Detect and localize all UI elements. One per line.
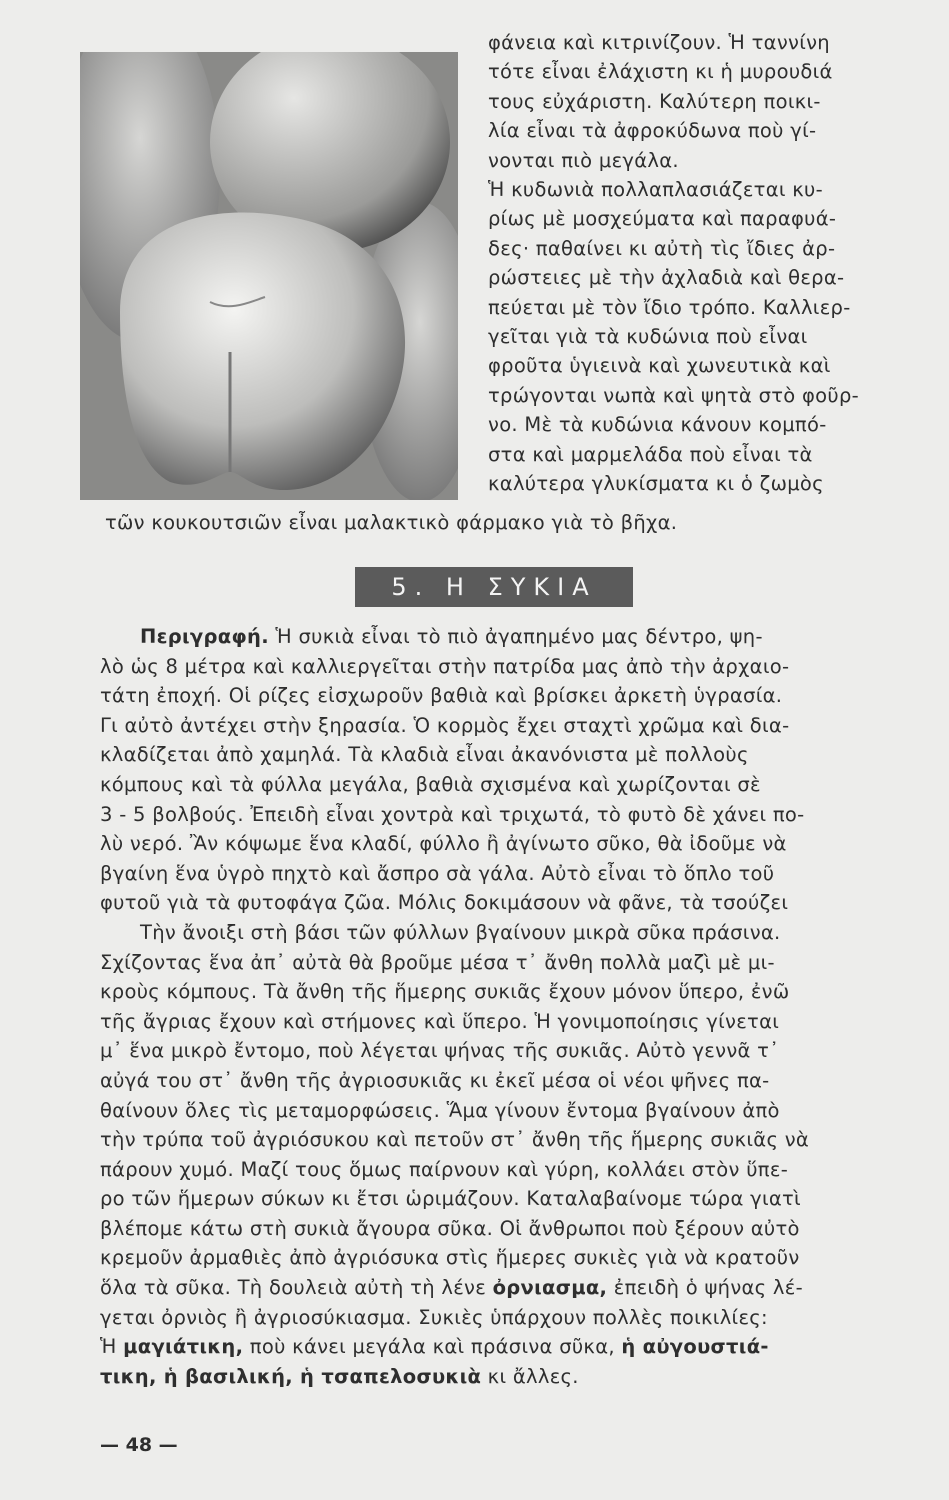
full-width-line: τῶν κουκουτσιῶν εἶναι μαλακτικὸ φάρμακο γιὰ τὸ βῆχα. [105,511,678,534]
text-line: φροῦτα ὑγιεινὰ καὶ χωνευτικὰ καὶ [488,354,831,378]
text-line: στα καὶ μαρμελάδα ποὺ εἶναι τὰ [488,442,813,466]
text-line: Γι αὐτὸ ἀντέχει στὴν ξηρασία. Ὁ κορμὸς ἔχει σταχτὶ χρῶμα καὶ δια- [100,713,790,737]
upper-column-text [488,28,928,499]
text-line: κλαδίζεται ἀπὸ χαμηλά. Τὰ κλαδιὰ εἶναι ἀκανόνιστα μὲ πολλοὺς [100,743,749,767]
text-line: μ᾽ ἕνα μικρὸ ἔντομο, ποὺ λέγεται ψήνας τῆς συκιᾶς. Αὐτὸ γεννᾶ τ᾽ [100,1039,780,1063]
text-line: τὴν τρύπα τοῦ ἀγριόσυκου καὶ πετοῦν στ᾽ ἄνθη τῆς ἥμερης συκιᾶς νὰ [100,1128,810,1152]
term-description: Περιγραφή. [140,625,269,648]
text-line: βλέπομε κάτω στὴ συκιὰ ἄγουρα σῦκα. Οἱ ἄνθρωποι ποὺ ξέρουν αὐτὸ [100,1216,800,1240]
text-line: καλύτερα γλυκίσματα κι ὁ ζωμὸς [488,472,824,496]
quince-photo [80,52,458,500]
text-fragment: ποὺ κάνει μεγάλα καὶ πράσινα σῦκα, [243,1335,622,1359]
term-magiatiki: μαγιάτικη, [123,1335,244,1359]
text-line [100,1332,930,1362]
text-line: πεύεται μὲ τὸν ἴδιο τρόπο. Καλλιερ- [488,295,851,319]
text-line [100,622,930,652]
term-avgoustiatiki: ἡ αὐγουστιά- [621,1335,769,1359]
section-heading: 5. Η ΣΥΚΙΑ [355,567,633,607]
text-line [100,1362,930,1392]
quince-illustration [80,52,458,500]
text-line: νο. Μὲ τὰ κυδώνια κάνουν κομπό- [488,413,827,437]
term-orniasma: ὀρνιασμα, [492,1276,608,1300]
text-line: τρώγονται νωπὰ καὶ ψητὰ στὸ φοῦρ- [488,383,859,407]
text-line: τάτη ἐποχή. Οἱ ρίζες εἰσχωροῦν βαθιὰ καὶ βρίσκει ἀρκετὴ ὑγρασία. [100,684,783,708]
text-line: φυτοῦ γιὰ τὰ φυτοφάγα ζῶα. Μόλις δοκιμάσουν νὰ φᾶνε, τὰ τσούζει [100,891,789,915]
text-line: ρο τῶν ἥμερων σύκων κι ἔτσι ὡριμάζουν. Καταλαβαίνομε τώρα γιατὶ [100,1187,801,1211]
text-line: τους εὐχάριστη. Καλύτερη ποικι- [488,89,821,113]
text-line: θαίνουν ὅλες τὶς μεταμορφώσεις. Ἅμα γίνουν ἔντομα βγαίνουν ἀπὸ [100,1098,780,1122]
text-line: 3 - 5 βολβούς. Ἐπειδὴ εἶναι χοντρὰ καὶ τριχωτά, τὸ φυτὸ δὲ χάνει πο- [100,802,805,826]
text-line: γεται ὀρνιὸς ἢ ἀγριοσύκιασμα. Συκιὲς ὑπάρχουν πολλὲς ποικιλίες: [100,1305,768,1329]
text-fragment: κι ἄλλες. [481,1364,579,1388]
text-fragment: Ἡ συκιὰ εἶναι τὸ πιὸ ἀγαπημένο μας δέντρο, ψη- [268,625,763,648]
text-line: ρώστειες μὲ τὴν ἀχλαδιὰ καὶ θερα- [488,266,845,290]
text-line: Σχίζοντας ἕνα ἀπ᾽ αὐτὰ θὰ βροῦμε μέσα τ᾽ ἄνθη πολλὰ μαζὶ μὲ μι- [100,950,775,974]
text-line: κρεμοῦν ἀρμαθιὲς ἀπὸ ἀγριόσυκα στὶς ἥμερες συκιὲς γιὰ νὰ κρατοῦν [100,1246,800,1270]
text-line: κροὺς κόμπους. Τὰ ἄνθη τῆς ἥμερης συκιᾶς ἔχουν μόνον ὕπερο, ἐνῶ [100,980,790,1004]
text-line: φάνεια καὶ κιτρινίζουν. Ἡ ταννίνη [488,31,830,54]
text-line: τῆς ἄγριας ἔχουν καὶ στήμονες καὶ ὕπερο. Ἡ γονιμοποίησις γίνεται [100,1009,780,1033]
text-line: λία εἶναι τὰ ἀφροκύδωνα ποὺ γί- [488,119,817,143]
text-fragment: ὅλα τὰ σῦκα. Τὴ δουλειὰ αὐτὴ τὴ λένε [100,1276,493,1300]
text-line: λὺ νερό. Ἂν κόψωμε ἕνα κλαδί, φύλλο ἢ ἀγίνωτο σῦκο, θὰ ἰδοῦμε νὰ [100,832,787,856]
text-line: νονται πιὸ μεγάλα. [488,148,679,172]
text-fragment: ἐπειδὴ ὁ ψήνας λέ- [607,1276,803,1300]
term-varieties: τικη, ἡ βασιλική, ἡ τσαπελοσυκιὰ [100,1364,482,1388]
text-line: Τὴν ἄνοιξι στὴ βάσι τῶν φύλλων βγαίνουν μικρὰ σῦκα πράσινα. [140,920,781,944]
text-line: αὐγά του στ᾽ ἄνθη τῆς ἀγριοσυκιᾶς κι ἐκεῖ μέσα οἱ νέοι ψῆνες πα- [100,1068,770,1092]
text-line: βγαίνη ἕνα ὑγρὸ πηχτὸ καὶ ἄσπρο σὰ γάλα. Αὐτὸ εἶναι τὸ ὅπλο τοῦ [100,861,775,885]
text-line: κόμπους καὶ τὰ φύλλα μεγάλα, βαθιὰ σχισμένα καὶ χωρίζονται σὲ [100,772,761,796]
text-line: γεῖται γιὰ τὰ κυδώνια ποὺ εἶναι [488,325,808,349]
text-line [100,1273,930,1303]
text-line: δες· παθαίνει κι αὐτὴ τὶς ἴδιες ἀρ- [488,236,836,260]
text-fragment: Ἡ [100,1335,124,1359]
text-line: πάρουν χυμό. Μαζί τους ὅμως παίρνουν καὶ γύρη, κολλάει στὸν ὕπε- [100,1157,789,1181]
text-line: λὸ ὡς 8 μέτρα καὶ καλλιεργεῖται στὴν πατρίδα μας ἀπὸ τὴν ἀρχαιο- [100,654,790,678]
text-line: Ἡ κυδωνιὰ πολλαπλασιάζεται κυ- [488,178,823,202]
text-line: ρίως μὲ μοσχεύματα καὶ παραφυά- [488,207,837,231]
main-body-text [100,622,930,1391]
page-number: — 48 — [100,1434,178,1456]
text-line: τότε εἶναι ἐλάχιστη κι ἡ μυρουδιά [488,60,833,84]
